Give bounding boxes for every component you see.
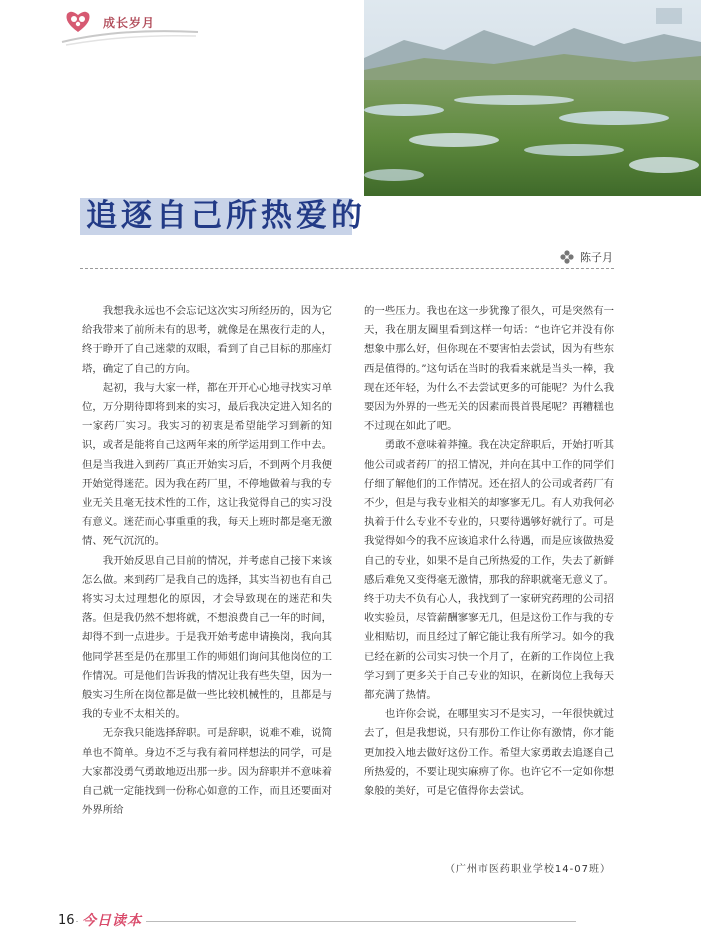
page-number: 16	[58, 913, 75, 928]
left-text-column	[82, 302, 332, 820]
paragraph: 无奈我只能选择辞职。可是辞职，说难不难，说简单也不简单。身边不乏与我有着同样想法的同学，可是大家都没勇气勇敢地迈出那一步。因为辞职并不意味着自己就一定能找到一份称心如意的工作，而且还要面对外界所给	[82, 727, 332, 817]
footer-rule	[76, 921, 576, 922]
paragraph: 勇敢不意味着莽撞。我在决定辞职后，开始打听其他公司或者药厂的招工情况，并向在其中工作的同学们仔细了解他们的工作情况。还在招人的公司或者药厂有不少，但是与我专业相关的却寥寥无几。有人劝我何必执着于什么专业不专业的，只要待遇够好就行了。可是我觉得如今的我不应该追求什么待遇，而是应该做热爱自己的专业，如果不是自己所热爱的工作，失去了新鲜感后难免又变得毫无激情，那我的辞职就毫无意义了。终于功夫不负有心人，我找到了一家研究药理的公司招收实验员，尽管薪酬寥寥无几，但是这份工作与我的专业相贴切，而且经过了解它能让我有所学习。如今的我已经在新的公司实习快一个月了，在新的工作岗位上我学习到了更多关于自己专业的知识，在新岗位上我每天都充满了热情。	[364, 439, 614, 702]
author-name: 陈子月	[580, 251, 613, 264]
article-title: 追逐自己所热爱的	[86, 198, 366, 234]
paragraph: 起初，我与大家一样，都在开开心心地寻找实习单位，万分期待即将到来的实习，最后我决定进入知名的一家药厂实习。我实习的初衷是希望能学习到新的知识，或者是能将自己这两年来的所学运用到工作中去。但是当我进入到药厂真正开始实习后，不到两个月我便开始觉得迷茫。因为我在药厂里，不停地做着与我的专业无关且毫无技术性的工作，这让我觉得自己的实习没有意义。迷茫而心事重重的我，每天上班时都是毫无激情、死气沉沉的。	[82, 381, 332, 548]
dashed-divider	[80, 268, 614, 269]
magazine-brand: 今日读本	[78, 910, 146, 930]
school-signature: （广州市医药职业学校14-07班）	[444, 864, 611, 875]
section-label: 成长岁月	[103, 16, 156, 30]
hero-landscape-photo	[364, 0, 701, 196]
header-swoosh-decoration	[60, 26, 200, 46]
paragraph: 也许你会说，在哪里实习不是实习，一年很快就过去了，但是我想说，只有那份工作让你有激情，你才能更加投入地去做好这份工作。希望大家勇敢去追逐自己所热爱的，不要让现实麻痹了你。也许它不一定如你想象般的美好，可是它值得你去尝试。	[364, 708, 614, 798]
paragraph: 的一些压力。我也在这一步犹豫了很久，可是突然有一天，我在朋友圈里看到这样一句话：“也许它并没有你想象中那么好，但你现在不要害怕去尝试，因为有些东西是值得的。”这句话在当时的我看来就是当头一棒，我现在还年轻，为什么不去尝试更多的可能呢？为什么我要因为外界的一些无关的因素而畏首畏尾呢？再糟糕也不过现在如此了吧。	[364, 305, 614, 433]
paragraph: 我开始反思自己目前的情况，并考虑自己接下来该怎么做。来到药厂是我自己的选择，其实当初也有自己将实习太过理想化的原因，才会导致现在的迷茫和失落。但是我仍然不想将就，不想浪费自己一年的时间，却得不到一点进步。于是我开始考虑申请换岗，我向其他同学甚至是仍在那里工作的师姐们询问其他岗位的工作情况。可是他们告诉我的情况让我有些失望，因为一般实习生所在岗位都是做一些比较机械性的，且都是与我的专业不太相关的。	[82, 554, 332, 721]
article-title-box	[80, 198, 366, 235]
byline	[560, 249, 613, 265]
right-text-column	[364, 302, 614, 801]
flower-icon	[560, 250, 574, 264]
paragraph: 我想我永远也不会忘记这次实习所经历的，因为它给我带来了前所未有的思考，就像是在黑夜行走的人，终于睁开了自己迷蒙的双眼，看到了自己目标的那座灯塔，确定了自己的方向。	[82, 305, 332, 375]
